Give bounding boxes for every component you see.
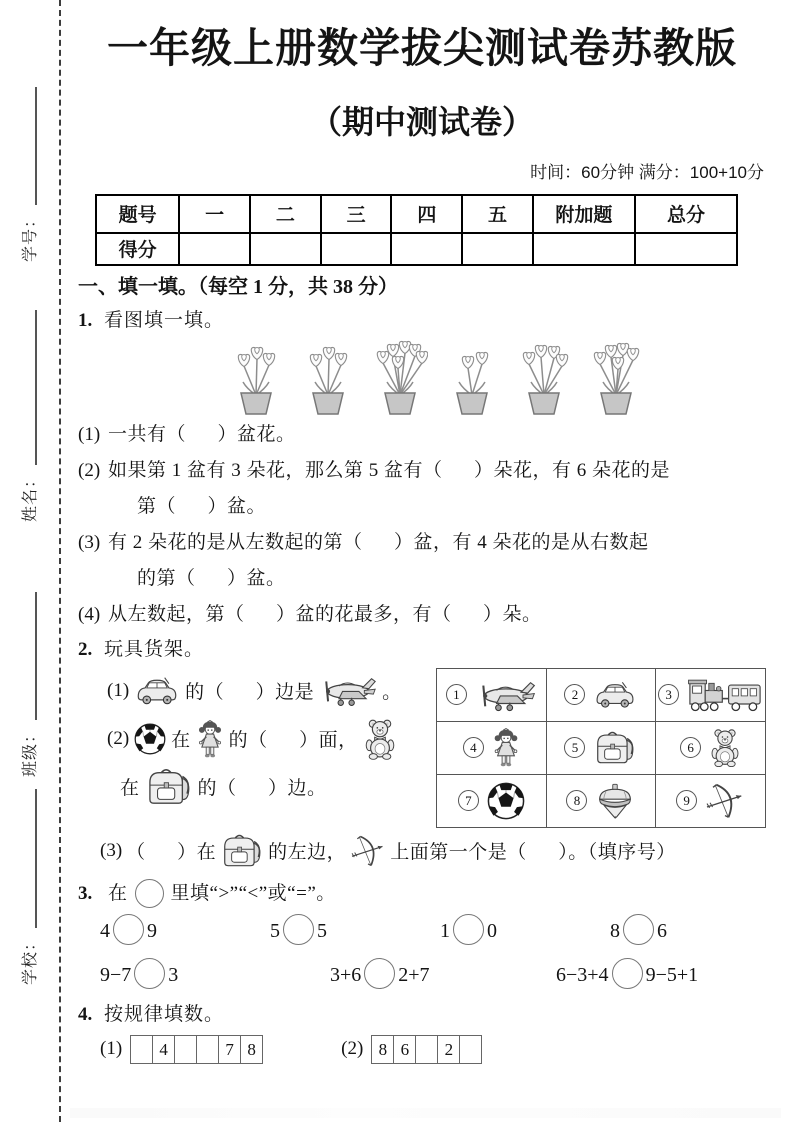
toy-cell-3 xyxy=(656,668,766,721)
compare-left: 9−7 xyxy=(100,963,132,986)
compare-right: 0 xyxy=(487,919,497,942)
score-cell xyxy=(533,233,635,265)
score-cell xyxy=(250,233,321,265)
sequence-cell xyxy=(196,1036,218,1063)
sequence-cell: 6 xyxy=(393,1036,415,1063)
name-label: 姓名： xyxy=(21,470,39,522)
score-cell xyxy=(179,233,250,265)
sequence-cell: 8 xyxy=(378,1039,388,1059)
compare-item xyxy=(440,914,497,945)
compare-left: 8 xyxy=(610,919,620,942)
toy-index-1: 1 xyxy=(446,684,467,705)
compare-left: 6−3+4 xyxy=(556,963,609,986)
score-table-header-cell: 总分 xyxy=(635,195,737,233)
q4-row xyxy=(78,1035,766,1064)
compare-item xyxy=(100,914,157,945)
compare-right: 2+7 xyxy=(398,963,430,986)
class-label: 班级： xyxy=(21,725,39,777)
sequence-cell xyxy=(415,1036,437,1063)
toy-cell-5 xyxy=(546,721,656,774)
q1-sub4 xyxy=(78,597,766,633)
toy-cell-2 xyxy=(546,668,656,721)
score-table-header-row xyxy=(96,195,737,233)
q1-sub3-text-line2: 的第（ ）盆。 xyxy=(137,567,286,589)
q2-sub2-text-a: 在 xyxy=(171,730,191,752)
compare-left: 4 xyxy=(100,919,110,942)
compare-item xyxy=(270,914,327,945)
q1-sub3 xyxy=(78,525,766,561)
car-icon xyxy=(134,676,180,705)
compare-right: 5 xyxy=(317,919,327,942)
q1-number: 1. xyxy=(78,309,93,331)
q3-title-pre: 在 xyxy=(108,883,128,905)
margin-field-name xyxy=(15,308,41,522)
sequence-cell: 8 xyxy=(240,1036,262,1063)
car-icon xyxy=(593,680,637,709)
flower-pot xyxy=(372,339,428,417)
q1-title: 看图填一填。 xyxy=(104,309,225,331)
toy-cell-6 xyxy=(656,721,766,774)
q1-sub1-text: 一共有（ ）盆花。 xyxy=(108,423,296,445)
q2-sub3-number: (3) xyxy=(100,839,123,861)
q1-sub2-continuation xyxy=(78,489,766,525)
score-table-header-cell: 四 xyxy=(391,195,462,233)
q3-number: 3. xyxy=(78,883,93,905)
q4-number: 4. xyxy=(78,1003,93,1025)
sequence-cell: 2 xyxy=(437,1036,459,1063)
score-table-header-cell: 二 xyxy=(250,195,321,233)
q2-number: 2. xyxy=(78,638,93,660)
backpack-icon xyxy=(145,766,193,808)
compare-circle xyxy=(113,914,144,945)
score-table-header-cell: 附加题 xyxy=(533,195,635,233)
q3-row1 xyxy=(78,910,766,954)
q4-sequence-1 xyxy=(130,1035,263,1064)
compare-circle xyxy=(134,958,165,989)
flower-pot xyxy=(300,339,356,417)
q1-sub2-text-line2: 第（ ）盆。 xyxy=(137,495,267,517)
q1-sub3-text-line1: 有 2 朵花的是从左数起的第（ ）盆，有 4 朵花的是从右数起 xyxy=(108,531,649,553)
doll-icon xyxy=(492,728,520,767)
compare-circle xyxy=(453,914,484,945)
score-cell xyxy=(391,233,462,265)
q1-sub3-continuation xyxy=(78,561,766,597)
flower-pot xyxy=(588,339,644,417)
compare-left: 3+6 xyxy=(330,963,362,986)
compare-left: 5 xyxy=(270,919,280,942)
q1-sub2-number: (2) xyxy=(78,459,101,481)
toy-index-9: 9 xyxy=(676,790,697,811)
score-cell xyxy=(462,233,533,265)
toy-cell-8 xyxy=(546,774,656,827)
score-row-label: 得分 xyxy=(96,233,179,265)
teddy-bear-icon xyxy=(709,728,741,767)
score-cell xyxy=(635,233,737,265)
toy-grid-row xyxy=(437,668,766,721)
q2-heading xyxy=(78,637,766,662)
student-id-blank-line xyxy=(35,87,37,205)
toy-grid-row xyxy=(437,774,766,827)
airplane-icon xyxy=(319,674,377,707)
q4-sequence-2 xyxy=(371,1035,482,1064)
q3-heading xyxy=(78,878,766,910)
sequence-cell xyxy=(459,1036,481,1063)
page-title: 一年级上册数学拔尖测试卷苏教版 xyxy=(107,25,737,71)
school-label: 学校： xyxy=(21,933,39,985)
q3-title-post: 里填“>”“<”或“=”。 xyxy=(170,883,336,905)
score-table-header-cell: 一 xyxy=(179,195,250,233)
bow-arrow-icon xyxy=(705,783,745,819)
toy-index-6: 6 xyxy=(680,737,701,758)
school-blank-line xyxy=(35,789,37,928)
q4-title: 按规律填数。 xyxy=(104,1003,225,1025)
margin-field-school xyxy=(15,787,41,985)
teddy-bear-icon xyxy=(363,718,397,760)
q2-sub2-text-c: 在 xyxy=(120,778,140,800)
compare-circle xyxy=(612,958,643,989)
q1-sub4-text: 从左数起，第（ ）盆的花最多，有（ ）朵。 xyxy=(108,603,542,625)
q3-row2 xyxy=(78,954,766,996)
airplane-icon xyxy=(475,678,537,712)
compare-right: 9 xyxy=(147,919,157,942)
class-blank-line xyxy=(35,592,37,720)
q1-sub2-text-line1: 如果第 1 盆有 3 朵花，那么第 5 盆有（ ）朵花，有 6 朵花的是 xyxy=(108,459,671,481)
doll-icon xyxy=(196,720,224,758)
toy-cell-9 xyxy=(656,774,766,827)
page-subtitle: （期中测试卷） xyxy=(309,104,534,141)
bow-arrow-icon xyxy=(350,835,386,867)
section-one-heading: 一、填一填。（每空 1 分，共 38 分） xyxy=(78,275,398,298)
score-table-header-cell: 题号 xyxy=(96,195,179,233)
backpack-icon xyxy=(220,832,264,870)
score-table-score-row xyxy=(96,233,737,265)
q4-heading xyxy=(78,1002,766,1027)
margin-field-class xyxy=(15,590,41,777)
q2-sub3-text-a: （ ）在 xyxy=(126,842,217,864)
score-cell xyxy=(321,233,392,265)
q4-sub1-number: (1) xyxy=(100,1038,123,1060)
compare-circle xyxy=(623,914,654,945)
q2-sub2-number: (2) xyxy=(107,727,130,749)
sequence-cell xyxy=(131,1036,152,1063)
q1-sub3-number: (3) xyxy=(78,531,101,553)
q1-heading xyxy=(78,308,766,333)
toy-grid xyxy=(436,668,766,828)
q2-title: 玩具货架。 xyxy=(104,638,205,660)
spinning-top-icon xyxy=(595,783,635,819)
compare-item xyxy=(330,958,430,989)
q2-sub2-text-d: 的（ ）边。 xyxy=(197,778,327,800)
q2-sub2-text-b: 的（ ）面， xyxy=(228,730,358,752)
compare-right: 3 xyxy=(168,963,179,986)
score-table-header-cell: 五 xyxy=(462,195,533,233)
q2-sub3-text-c: 上面第一个是（ ）。（填序号） xyxy=(390,842,676,864)
soccer-ball-icon xyxy=(134,723,166,755)
compare-item xyxy=(610,914,667,945)
name-blank-line xyxy=(35,310,37,465)
toy-index-8: 8 xyxy=(566,790,587,811)
toy-index-2: 2 xyxy=(564,684,585,705)
compare-item xyxy=(556,958,698,989)
soccer-ball-icon xyxy=(487,782,525,820)
train-icon xyxy=(687,677,763,713)
compare-right: 6 xyxy=(657,919,667,942)
backpack-icon xyxy=(593,729,637,767)
toy-index-4: 4 xyxy=(463,737,484,758)
compare-left: 1 xyxy=(440,919,450,942)
score-table xyxy=(95,194,738,266)
q1-sub2 xyxy=(78,453,766,489)
score-table-header-cell: 三 xyxy=(321,195,392,233)
toy-cell-1 xyxy=(437,668,547,721)
q1-sub4-number: (4) xyxy=(78,603,101,625)
compare-circle xyxy=(364,958,395,989)
q2-sub3-text-b: 的左边， xyxy=(268,842,347,864)
print-bleed xyxy=(70,1108,781,1118)
toy-cell-4 xyxy=(437,721,547,774)
compare-circle xyxy=(283,914,314,945)
q2-sub1-text: 的（ ）边是 xyxy=(185,682,315,704)
q2-sub1-period: 。 xyxy=(382,682,402,704)
flower-pot xyxy=(444,339,500,417)
flower-pots-row xyxy=(228,339,766,417)
sequence-cell xyxy=(174,1036,196,1063)
q1-sub1 xyxy=(78,417,766,453)
q2-sub1-number: (1) xyxy=(107,679,130,701)
q1-sub1-number: (1) xyxy=(78,423,101,445)
toy-grid-row xyxy=(437,721,766,774)
exam-meta: 时间：60分钟 满分：100+10分 xyxy=(530,162,764,182)
toy-index-3: 3 xyxy=(658,684,679,705)
compare-item xyxy=(100,958,178,989)
toy-index-7: 7 xyxy=(458,790,479,811)
compare-right: 9−5+1 xyxy=(645,963,699,986)
q2-sub3 xyxy=(78,830,766,872)
compare-circle xyxy=(135,879,164,908)
q2-body xyxy=(78,668,766,826)
sequence-cell: 4 xyxy=(152,1036,174,1063)
flower-pot xyxy=(516,339,572,417)
q4-sub2-number: (2) xyxy=(341,1038,364,1060)
toy-cell-7 xyxy=(437,774,547,827)
page-content xyxy=(78,0,766,1064)
margin-field-student-id xyxy=(15,85,41,262)
sequence-cell: 7 xyxy=(218,1036,240,1063)
toy-index-5: 5 xyxy=(564,737,585,758)
binding-dashed-line xyxy=(59,0,61,1122)
student-id-label: 学号： xyxy=(21,210,39,262)
flower-pot xyxy=(228,339,284,417)
